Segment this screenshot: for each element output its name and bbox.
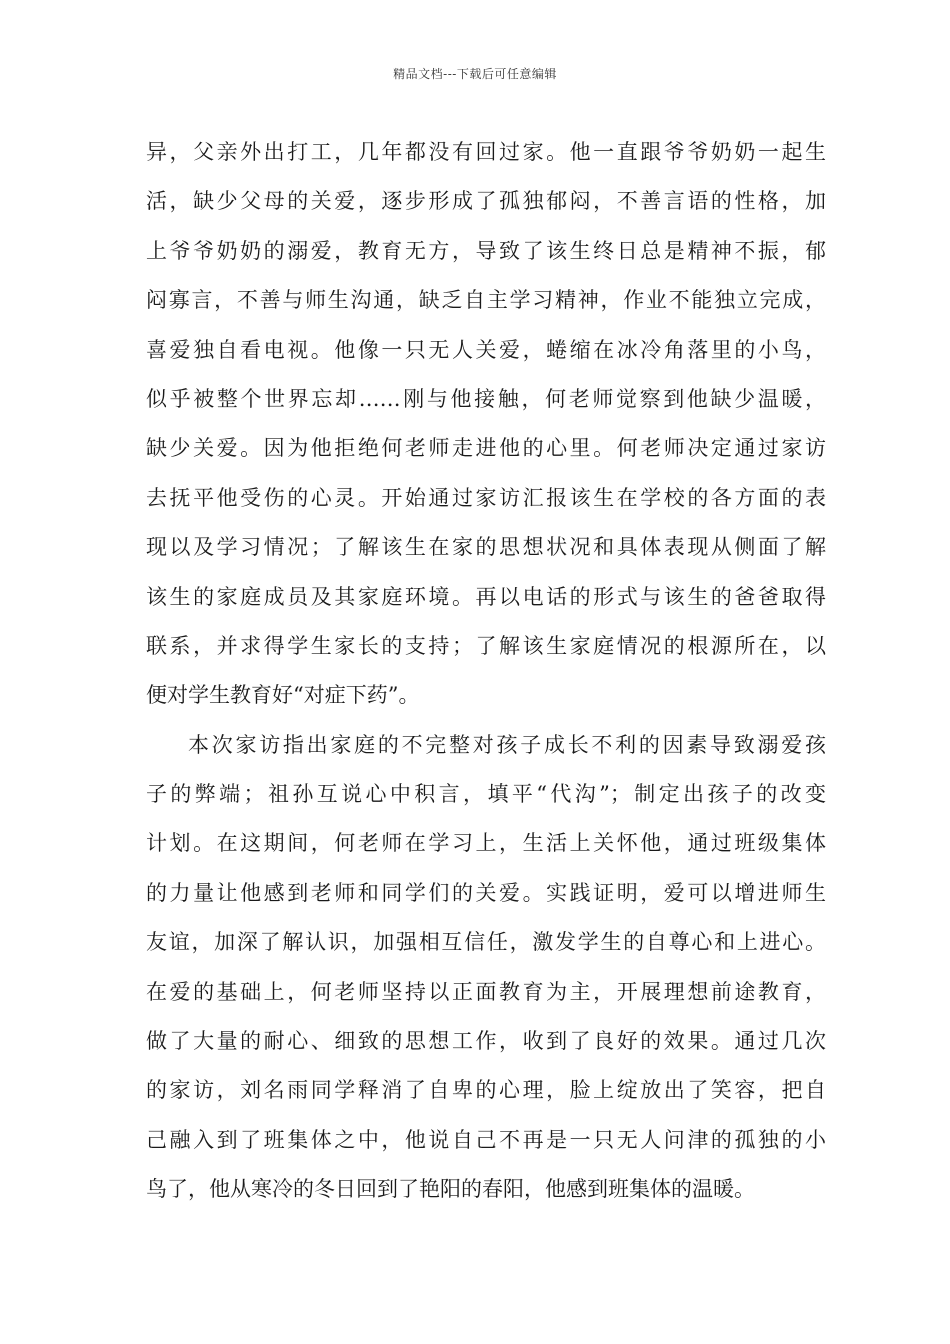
text-line: 的家访，刘名雨同学释消了自卑的心理，脸上绽放出了笑容，把自: [146, 1078, 826, 1103]
text-line: 似乎被整个世界忘却……刚与他接触，何老师觉察到他缺少温暖，: [146, 386, 826, 411]
text-line: 子的弊端；祖孙互说心中积言，填平“代沟”；制定出孩子的改变: [146, 782, 826, 807]
text-line: 己融入到了班集体之中，他说自己不再是一只无人问津的孤独的小: [146, 1127, 826, 1152]
text-line: 联系，并求得学生家长的支持；了解该生家庭情况的根源所在，以: [146, 633, 826, 658]
document-body: [146, 128, 826, 1215]
text-line: 做了大量的耐心、细致的思想工作，收到了良好的效果。通过几次: [146, 1029, 826, 1054]
text-line: 喜爱独自看电视。他像一只无人关爱，蜷缩在冰冷角落里的小鸟，: [146, 337, 826, 362]
text-line: 异，父亲外出打工，几年都没有回过家。他一直跟爷爷奶奶一起生: [146, 140, 826, 164]
text-line: 缺少关爱。因为他拒绝何老师走进他的心里。何老师决定通过家访: [146, 436, 826, 461]
text-line: 鸟了，他从寒冷的冬日回到了艳阳的春阳，他感到班集体的温暖。: [146, 1177, 755, 1202]
text-line: 现以及学习情况；了解该生在家的思想状况和具体表现从侧面了解: [146, 535, 826, 560]
paragraph-1: [146, 128, 826, 721]
text-line: 闷寡言，不善与师生沟通，缺乏自主学习精神，作业不能独立完成，: [146, 288, 826, 313]
text-line: 友谊，加深了解认识，加强相互信任，激发学生的自尊心和上进心。: [146, 930, 826, 955]
paragraph-2: [146, 721, 826, 1215]
text-line: 的力量让他感到老师和同学们的关爱。实践证明，爱可以增进师生: [146, 880, 826, 905]
text-line: 活，缺少父母的关爱，逐步形成了孤独郁闷，不善言语的性格，加: [146, 189, 826, 214]
text-line: 去抚平他受伤的心灵。开始通过家访汇报该生在学校的各方面的表: [146, 485, 826, 510]
text-line: 本次家访指出家庭的不完整对孩子成长不利的因素导致溺爱孩: [188, 732, 826, 757]
page-header: 精品文档---下载后可任意编辑: [393, 67, 557, 81]
text-line: 上爷爷奶奶的溺爱，教育无方，导致了该生终日总是精神不振，郁: [146, 238, 826, 263]
text-line: 该生的家庭成员及其家庭环境。再以电话的形式与该生的爸爸取得: [146, 584, 826, 609]
text-line: 在爱的基础上，何老师坚持以正面教育为主，开展理想前途教育，: [146, 979, 826, 1004]
text-line: 便对学生教育好“对症下药”。: [146, 683, 420, 708]
text-line: 计划。在这期间，何老师在学习上，生活上关怀他，通过班级集体: [146, 831, 826, 856]
